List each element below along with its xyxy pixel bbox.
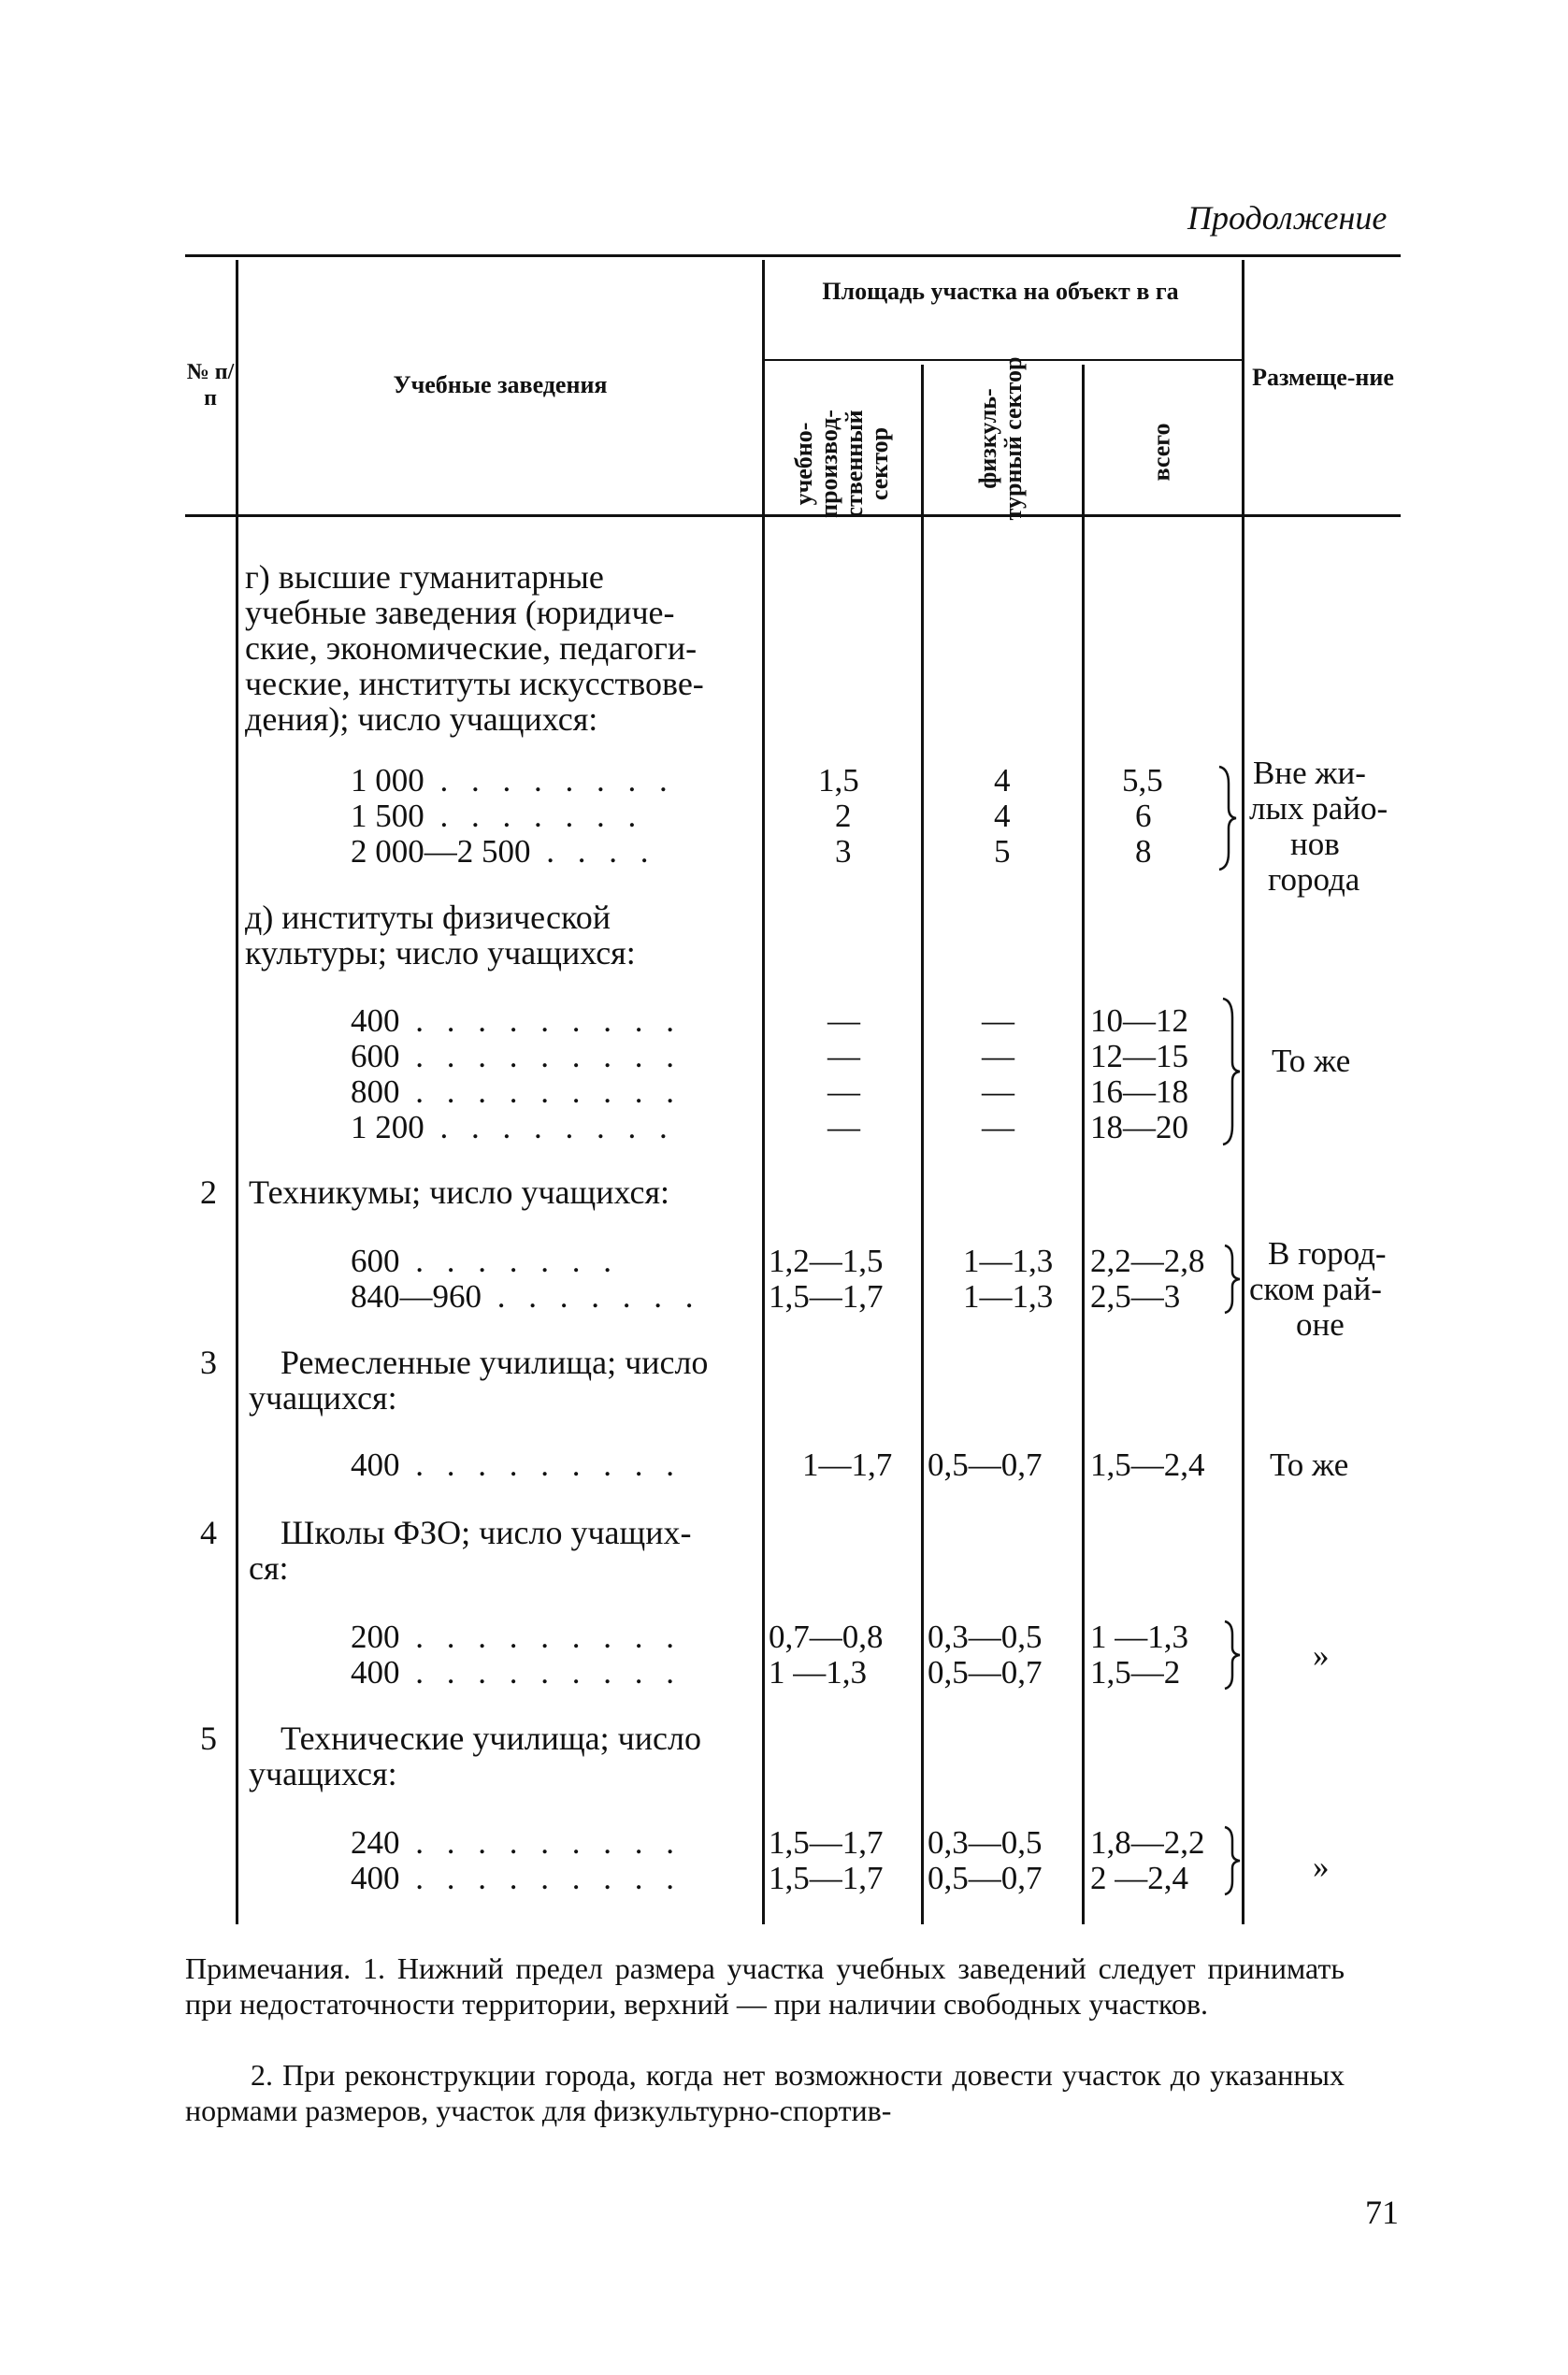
cell-placement: нов (1290, 826, 1340, 862)
header-col-sport: физкуль-турный сектор (974, 356, 1027, 521)
row-label: 800 . . . . . . . . . (351, 1073, 682, 1110)
section-number: 4 (200, 1514, 217, 1551)
row-label: 1 200 . . . . . . . . (351, 1109, 675, 1145)
cell-placement: лых райо- (1249, 790, 1388, 827)
col-divider-total (1242, 260, 1244, 1924)
cell-sport: 5 (994, 833, 1011, 870)
row-label: 600 . . . . . . . (351, 1243, 619, 1279)
col-divider-name (762, 260, 765, 1924)
cell-total: 2 —2,4 (1090, 1860, 1188, 1896)
header-area-group: Площадь участка на объект в га (822, 278, 1179, 305)
cell-sport: 0,5—0,7 (928, 1860, 1043, 1896)
note-2: 2. При реконструкции города, когда нет возможности довести участок до указанных нормами размеров, участок для физкультурно-спортив- (185, 2058, 1345, 2127)
brace-icon (1221, 1244, 1242, 1315)
cell-prod: 1—1,7 (802, 1447, 893, 1483)
brace-icon (1216, 765, 1238, 871)
cell-placement: оне (1296, 1306, 1345, 1343)
header-placement: Размеще-ние (1252, 364, 1394, 391)
cell-prod: 1,5—1,7 (769, 1860, 884, 1896)
cell-placement: В город- (1268, 1235, 1387, 1272)
header-num: № п/п (186, 360, 235, 410)
col-divider-prod (921, 365, 924, 1924)
section-title-line: учащихся: (249, 1755, 397, 1792)
section-title-line: Техникумы; число учащихся: (249, 1173, 670, 1211)
cell-placement: Вне жи- (1253, 755, 1366, 791)
row-label: 400 . . . . . . . . . (351, 1002, 682, 1039)
cell-placement: То же (1270, 1447, 1349, 1483)
row-label: 400 . . . . . . . . . (351, 1860, 682, 1896)
row-label: 840—960 . . . . . . . (351, 1278, 701, 1315)
row-label: 2 000—2 500 . . . . (351, 833, 656, 870)
cell-prod: — (827, 1073, 860, 1110)
cell-total: 2,2—2,8 (1090, 1243, 1205, 1279)
section-title-line: учащихся: (249, 1379, 397, 1417)
row-label: 240 . . . . . . . . . (351, 1824, 682, 1861)
section-title-line: учебные заведения (юридиче- (245, 594, 675, 631)
row-label: 200 . . . . . . . . . (351, 1619, 682, 1655)
brace-icon (1221, 1825, 1242, 1896)
cell-prod: 0,7—0,8 (769, 1619, 884, 1655)
cell-prod: 1,5—1,7 (769, 1278, 884, 1315)
row-label: 1 000 . . . . . . . . (351, 762, 675, 799)
cell-total: 18—20 (1090, 1109, 1188, 1145)
col-divider-num (236, 260, 238, 1924)
cell-sport: — (982, 1109, 1014, 1145)
section-number: 3 (200, 1344, 217, 1381)
section-number: 5 (200, 1720, 217, 1757)
section-title-line: ческие, институты искусствове- (245, 665, 704, 702)
cell-total: 2,5—3 (1090, 1278, 1181, 1315)
cell-total: 1,5—2,4 (1090, 1447, 1205, 1483)
cell-total: 8 (1135, 833, 1152, 870)
cell-total: 16—18 (1090, 1073, 1188, 1110)
cell-prod: 3 (835, 833, 852, 870)
cell-prod: 1 —1,3 (769, 1654, 867, 1691)
cell-sport: 0,5—0,7 (928, 1654, 1043, 1691)
table-top-rule (185, 254, 1401, 257)
cell-placement: ском рай- (1249, 1271, 1382, 1307)
row-label: 600 . . . . . . . . . (351, 1038, 682, 1074)
section-title-line: ские, экономические, педагоги- (245, 629, 698, 667)
cell-prod: 1,2—1,5 (769, 1243, 884, 1279)
brace-icon (1219, 997, 1242, 1146)
brace-icon (1221, 1619, 1242, 1691)
continuation-label: Продолжение (1187, 199, 1388, 237)
cell-total: 5,5 (1122, 762, 1163, 799)
section-title-line: культуры; число учащихся: (245, 934, 636, 972)
section-title-line: дения); число учащихся: (245, 700, 598, 738)
cell-prod: — (827, 1109, 860, 1145)
cell-prod: — (827, 1002, 860, 1039)
cell-prod: — (827, 1038, 860, 1074)
cell-sport: — (982, 1002, 1014, 1039)
section-title-line: Ремесленные училища; число (281, 1344, 709, 1381)
cell-prod: 1,5 (818, 762, 859, 799)
cell-sport: — (982, 1038, 1014, 1074)
page-number: 71 (1365, 2194, 1399, 2231)
cell-total: 1 —1,3 (1090, 1619, 1188, 1655)
row-label: 1 500 . . . . . . . (351, 798, 644, 834)
section-title-line: Технические училища; число (281, 1720, 701, 1757)
header-col-total: всего (1147, 423, 1175, 482)
cell-sport: — (982, 1073, 1014, 1110)
cell-total: 12—15 (1090, 1038, 1188, 1074)
cell-placement: » (1313, 1849, 1330, 1885)
note-1: Примечания. 1. Нижний предел размера участка учебных заведений следует принимать при недостаточности территории, верхний — при наличии свободных участков. (185, 1951, 1345, 2021)
header-institutions: Учебные заведения (393, 371, 608, 398)
cell-sport: 0,3—0,5 (928, 1824, 1043, 1861)
cell-placement: То же (1272, 1043, 1351, 1079)
cell-total: 10—12 (1090, 1002, 1188, 1039)
cell-sport: 1—1,3 (963, 1278, 1054, 1315)
section-title-line: д) институты физической (245, 899, 611, 936)
cell-total: 1,8—2,2 (1090, 1824, 1205, 1861)
section-title-line: Школы ФЗО; число учащих- (281, 1514, 692, 1551)
header-col-prod: учебно-производ-ственный сектор (790, 410, 893, 518)
col-divider-sport (1082, 365, 1085, 1924)
row-label: 400 . . . . . . . . . (351, 1447, 682, 1483)
row-label: 400 . . . . . . . . . (351, 1654, 682, 1691)
cell-prod: 2 (835, 798, 852, 834)
section-title-line: г) высшие гуманитарные (245, 558, 604, 596)
cell-prod: 1,5—1,7 (769, 1824, 884, 1861)
cell-placement: » (1313, 1637, 1330, 1674)
cell-sport: 1—1,3 (963, 1243, 1054, 1279)
section-title-line: ся: (249, 1549, 289, 1587)
cell-total: 6 (1135, 798, 1152, 834)
cell-sport: 4 (994, 798, 1011, 834)
cell-sport: 4 (994, 762, 1011, 799)
cell-sport: 0,5—0,7 (928, 1447, 1043, 1483)
cell-sport: 0,3—0,5 (928, 1619, 1043, 1655)
section-number: 2 (200, 1173, 217, 1211)
cell-placement: города (1268, 861, 1360, 898)
cell-total: 1,5—2 (1090, 1654, 1181, 1691)
